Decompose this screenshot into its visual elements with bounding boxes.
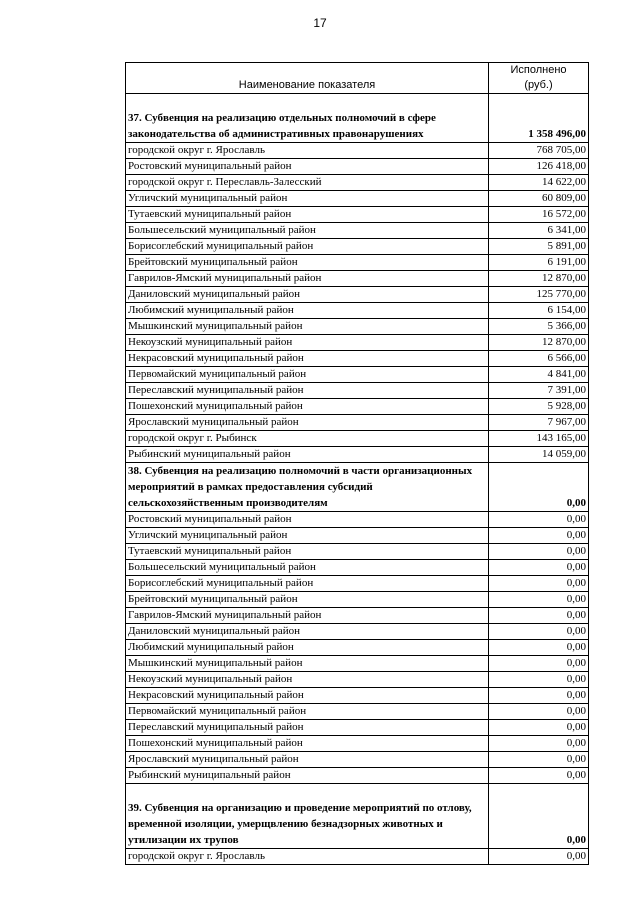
table-row <box>126 175 589 191</box>
table-row <box>126 704 589 720</box>
header-value-line2: (руб.) <box>524 79 553 91</box>
section-total: 1 358 496,00 <box>489 94 589 143</box>
row-name: Любимский муниципальный район <box>126 640 489 656</box>
table-row <box>126 431 589 447</box>
table-row <box>126 383 589 399</box>
row-name: городской округ г. Ярославль <box>126 143 489 159</box>
row-name: Даниловский муниципальный район <box>126 287 489 303</box>
table-row <box>126 592 589 608</box>
table-row <box>126 367 589 383</box>
row-name: Первомайский муниципальный район <box>126 367 489 383</box>
table-row <box>126 736 589 752</box>
table-row <box>126 576 589 592</box>
row-name: Ярославский муниципальный район <box>126 752 489 768</box>
table-row <box>126 640 589 656</box>
table-header-row <box>126 63 589 94</box>
report-table <box>125 62 589 865</box>
row-value: 5 928,00 <box>489 399 589 415</box>
row-name: городской округ г. Переславль-Залесский <box>126 175 489 191</box>
row-name: Ярославский муниципальный район <box>126 415 489 431</box>
table-row <box>126 399 589 415</box>
row-value: 5 891,00 <box>489 239 589 255</box>
row-value: 0,00 <box>489 640 589 656</box>
row-value: 0,00 <box>489 752 589 768</box>
row-name: Пошехонский муниципальный район <box>126 736 489 752</box>
header-value-line1: Исполнено <box>510 64 567 76</box>
section-total: 0,00 <box>489 463 589 512</box>
header-name: Наименование показателя <box>126 63 489 94</box>
row-value: 0,00 <box>489 656 589 672</box>
section-total: 0,00 <box>489 784 589 849</box>
row-name: Мышкинский муниципальный район <box>126 656 489 672</box>
row-value: 0,00 <box>489 672 589 688</box>
row-name: Угличский муниципальный район <box>126 191 489 207</box>
row-value: 12 870,00 <box>489 335 589 351</box>
table-row <box>126 608 589 624</box>
row-value: 0,00 <box>489 720 589 736</box>
row-name: Некоузский муниципальный район <box>126 672 489 688</box>
row-value: 7 967,00 <box>489 415 589 431</box>
table-row <box>126 656 589 672</box>
header-value <box>489 63 589 94</box>
row-value: 16 572,00 <box>489 207 589 223</box>
row-value: 0,00 <box>489 768 589 784</box>
row-value: 0,00 <box>489 592 589 608</box>
row-value: 0,00 <box>489 512 589 528</box>
row-name: Рыбинский муниципальный район <box>126 447 489 463</box>
row-name: Гаврилов-Ямский муниципальный район <box>126 608 489 624</box>
table-row <box>126 335 589 351</box>
row-name: городской округ г. Рыбинск <box>126 431 489 447</box>
row-name: Мышкинский муниципальный район <box>126 319 489 335</box>
table-row <box>126 351 589 367</box>
row-value: 0,00 <box>489 576 589 592</box>
row-name: Борисоглебский муниципальный район <box>126 239 489 255</box>
table-row <box>126 512 589 528</box>
row-name: Некоузский муниципальный район <box>126 335 489 351</box>
row-name: Ростовский муниципальный район <box>126 159 489 175</box>
section-title: 39. Субвенция на организацию и проведение мероприятий по отлову, временной изоляции, умерщвлению безнадзорных животных и утилизации их трупов <box>126 784 489 849</box>
row-name: Тутаевский муниципальный район <box>126 207 489 223</box>
row-value: 7 391,00 <box>489 383 589 399</box>
row-name: Пошехонский муниципальный район <box>126 399 489 415</box>
table-row <box>126 688 589 704</box>
row-name: Даниловский муниципальный район <box>126 624 489 640</box>
table-row <box>126 191 589 207</box>
row-value: 0,00 <box>489 528 589 544</box>
table-row <box>126 768 589 784</box>
row-value: 0,00 <box>489 849 589 865</box>
row-name: Гаврилов-Ямский муниципальный район <box>126 271 489 287</box>
table-row <box>126 319 589 335</box>
table-row <box>126 560 589 576</box>
table-row <box>126 415 589 431</box>
row-name: Любимский муниципальный район <box>126 303 489 319</box>
table-row <box>126 672 589 688</box>
row-name: Большесельский муниципальный район <box>126 223 489 239</box>
report-body <box>126 94 589 865</box>
row-name: Тутаевский муниципальный район <box>126 544 489 560</box>
row-value: 0,00 <box>489 704 589 720</box>
table-row <box>126 239 589 255</box>
row-value: 0,00 <box>489 544 589 560</box>
row-value: 0,00 <box>489 560 589 576</box>
row-value: 0,00 <box>489 688 589 704</box>
row-name: Переславский муниципальный район <box>126 720 489 736</box>
row-name: Брейтовский муниципальный район <box>126 592 489 608</box>
table-row <box>126 528 589 544</box>
row-value: 6 566,00 <box>489 351 589 367</box>
row-value: 4 841,00 <box>489 367 589 383</box>
row-name: Рыбинский муниципальный район <box>126 768 489 784</box>
row-name: Брейтовский муниципальный район <box>126 255 489 271</box>
row-name: Переславский муниципальный район <box>126 383 489 399</box>
row-value: 14 622,00 <box>489 175 589 191</box>
table-row <box>126 752 589 768</box>
table-row <box>126 720 589 736</box>
row-name: Некрасовский муниципальный район <box>126 688 489 704</box>
row-value: 126 418,00 <box>489 159 589 175</box>
table-row <box>126 207 589 223</box>
section-title: 38. Субвенция на реализацию полномочий в части организационных мероприятий в рамках предоставления субсидий сельскохозяйственным производителям <box>126 463 489 512</box>
section-title: 37. Субвенция на реализацию отдельных полномочий в сфере законодательства об административных правонарушениях <box>126 94 489 143</box>
row-value: 6 341,00 <box>489 223 589 239</box>
section-row <box>126 784 589 849</box>
row-name: Угличский муниципальный район <box>126 528 489 544</box>
row-name: Борисоглебский муниципальный район <box>126 576 489 592</box>
row-value: 6 154,00 <box>489 303 589 319</box>
row-value: 768 705,00 <box>489 143 589 159</box>
table-row <box>126 544 589 560</box>
table-row <box>126 255 589 271</box>
row-name: Первомайский муниципальный район <box>126 704 489 720</box>
row-value: 5 366,00 <box>489 319 589 335</box>
row-name: городской округ г. Ярославль <box>126 849 489 865</box>
section-row <box>126 94 589 143</box>
table-row <box>126 223 589 239</box>
row-name: Некрасовский муниципальный район <box>126 351 489 367</box>
row-value: 143 165,00 <box>489 431 589 447</box>
row-name: Ростовский муниципальный район <box>126 512 489 528</box>
table-row <box>126 447 589 463</box>
row-value: 0,00 <box>489 608 589 624</box>
row-name: Большесельский муниципальный район <box>126 560 489 576</box>
section-row <box>126 463 589 512</box>
table-row <box>126 849 589 865</box>
table-row <box>126 303 589 319</box>
table-row <box>126 159 589 175</box>
table-row <box>126 624 589 640</box>
row-value: 12 870,00 <box>489 271 589 287</box>
row-value: 0,00 <box>489 624 589 640</box>
row-value: 0,00 <box>489 736 589 752</box>
row-value: 14 059,00 <box>489 447 589 463</box>
table-row <box>126 143 589 159</box>
row-value: 125 770,00 <box>489 287 589 303</box>
page-number: 17 <box>313 16 327 30</box>
row-value: 60 809,00 <box>489 191 589 207</box>
row-value: 6 191,00 <box>489 255 589 271</box>
table-row <box>126 271 589 287</box>
table-row <box>126 287 589 303</box>
